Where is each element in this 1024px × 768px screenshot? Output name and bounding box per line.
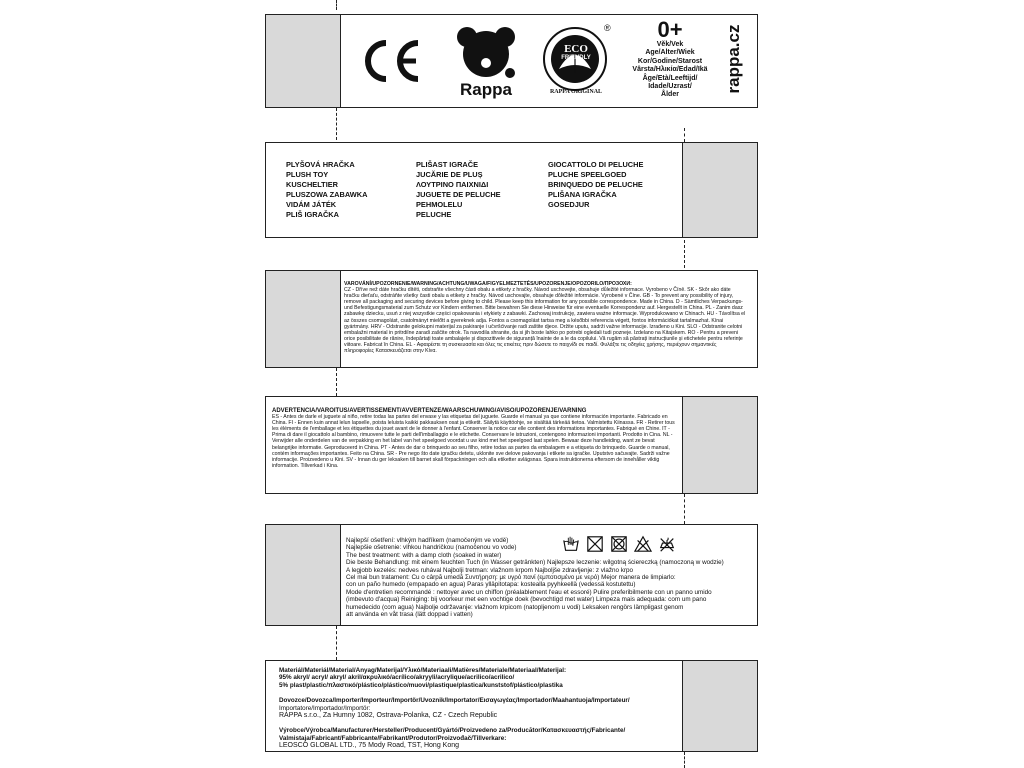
warning-text: ES - Antes de darle el juguete al niño, retire todas las partes del envase y las etiquetas del juguete. Guarde el manual ya que contiene información importante. Fabricado en China. FI - Ennen kuin annat lelun lapselle, poista leluista kaikki pakkauksen osat ja etiketit. Säilytä käyttöohje, se sisältää tärkeää tietoa. Valmistettu Kiinassa. FR - Retirer tous les éléments de l'emballage et les étiquettes du jouet avant de le donner à l'enfant. Conserver la notice car elle contient des informations importantes. Fabriqué en Chine. IT - Prima di dare il giocattolo al bambino, rimuovere tutte le parti dell'imballaggio e le etichette. Conservare le istruzioni, contengono informazioni importanti. Prodotto in Cina. NL - Verwijder alle onderdelen van de verpakking en het label van het speelgoed voordat u uw kind met het speelgoed laat spelen. Bewaar deze handleiding, want ze bevat belangrijke informatie. Geproduceerd in China. PT - Antes de dar o brinquedo ao seu filho, retire todas as partes da embalagem e a etiqueta do brinquedo. Guarde o manual, contém informações importantes. Feito na China. SR - Pre nego što date igračku detetu, uklonite sve delove pakovanja i etikete sa igračke. Uputstvo sačuvajte. Sadrži važne informacije. Proizvedeno u Kini. SV - Innan du ger leksaken till barnet skall förpackningen och alla etiketter avlägsnas. Spara instruktionerna eftersom de innehåller viktig information. Tillverkad i Kina. [272, 414, 675, 469]
cut-line [684, 752, 685, 768]
cut-line [336, 108, 337, 140]
material-panel [265, 660, 758, 752]
manufacturer-value: LEOSCO GLOBAL LTD., 75 Mody Road, TST, Hong Kong [279, 742, 460, 750]
age-line: Kor/Godine/Starost [637, 57, 703, 65]
product-name: VIDÁM JÁTÉK [286, 200, 337, 209]
product-name: PLIŠANA IGRAČKA [548, 190, 617, 199]
material-info [279, 667, 677, 750]
glue-area [266, 525, 341, 625]
care-line: Najlepšie ošetrenie: vlhkou handričkou (namočenou vo vode) [346, 544, 517, 552]
age-line: Ålder [661, 91, 679, 99]
logo-panel [265, 14, 758, 108]
bear-head-icon [455, 23, 517, 79]
age-line: Idade/Uzrast/ [648, 83, 692, 91]
eco-badge-text-top: ECO [564, 43, 588, 55]
warning-panel-1 [265, 270, 758, 368]
warning-heading: VAROVÁNÍ/UPOZORNENIE/WARNING/ACHTUNG/UWAGA/FIGYELMEZTETÉS/UPOZORENJE/OPOZORILO/ПРОЗОХИ: [344, 281, 632, 287]
product-name: JUCĂRIE DE PLUȘ [416, 170, 483, 179]
glue-area [682, 661, 757, 751]
care-line: Die beste Behandlung: mit einem feuchten Tuch (in Wasser getränkten) Najlepsze leczenie: wilgotną ściereczką (namoczoną w wodzie) [346, 559, 724, 567]
product-name: PLIŠAST IGRAČE [416, 160, 479, 169]
importer-heading: Dovozce/Dovozca/Importer/Importeur/Importör/Uvoznik/Importator/Εισαγωγέας/Importador/Maahantuoja/Importateur/ [279, 697, 630, 705]
care-line: Mode d'entretien recommandé : nettoyer avec un chiffon (préalablement l'eau et essoré) Pulire preferibilmente con un panno umido [346, 588, 712, 596]
registered-mark: ® [604, 23, 611, 33]
glue-area [682, 143, 757, 237]
product-name: BRINQUEDO DE PELUCHE [548, 180, 643, 189]
cut-line [684, 240, 685, 268]
product-name: PLUSH TOY [286, 170, 329, 179]
eco-badge-text-mid: FRIENDLY [561, 55, 591, 61]
product-name: KUSCHELTIER [286, 180, 339, 189]
rappa-wordmark: Rappa [460, 80, 512, 99]
product-name: PLUCHE SPEELGOED [548, 170, 627, 179]
care-line: con un paño humedo (empapado en agua) Paras ylläpitotapa: kostealla pyyhkeellä (vedessä kostutettu) [346, 581, 636, 589]
age-line: Vârsta/Ηλικία/Edad/Ikä [632, 66, 708, 74]
age-label: 0+ [657, 17, 683, 42]
product-name: GOSEDJUR [548, 200, 590, 209]
name-column [416, 160, 501, 220]
product-name: GIOCATTOLO DI PELUCHE [548, 160, 644, 169]
importer-value: RAPPA s.r.o., Za Humny 1082, Ostrava-Polanka, CZ - Czech Republic [279, 712, 498, 720]
product-name: JUGUETE DE PELUCHE [416, 190, 501, 199]
manufacturer-heading: Výrobce/Výrobca/Manufacturer/Hersteller/Producent/Gyártó/Proizvedeno za/Producător/Κατασκευαστής/Fabricante/ [279, 727, 626, 735]
website-vertical: rappa.cz [724, 24, 743, 94]
age-line: Âge/Età/Leeftijd/ [642, 74, 698, 82]
ce-mark-icon [358, 37, 424, 85]
product-name: PLUSZOWA ZABAWKA [286, 190, 368, 199]
cut-line [684, 494, 685, 524]
warning-panel-2 [265, 396, 758, 494]
cut-line [336, 0, 337, 10]
eco-badge-text-bottom: RAPPA ORIGINAL [549, 89, 603, 95]
product-name: PLIŠ IGRAČKA [286, 210, 339, 219]
care-line: Najlepší ošetření: vlhkým hadříkem (namočeným ve vodě) [346, 537, 509, 544]
product-name-panel [265, 142, 758, 238]
care-line: Cel mai bun tratament: Cu o cârpă umedă Συντήρηση: με υγρό πανί (εμποτισμένο με νερό) Mejor manera de limpiarlo: [346, 574, 676, 582]
care-text [346, 537, 753, 618]
cut-line [336, 626, 337, 660]
glue-area [266, 15, 341, 107]
importer-heading: Importatore/Importador/Importör: [279, 704, 371, 712]
care-line: humedecido (com agua) Najbolje održavanje: vlažnom krpicom (natopljenom u vodi) Leksaken rengörs lämpligast genom [346, 603, 684, 611]
cut-line [684, 128, 685, 142]
name-column [286, 160, 367, 220]
glue-area [682, 397, 757, 493]
material-value: 5% plast/plastic/πλαστικό/plástico/plástico/muovi/plastique/plastica/kunststof/plástico/plastika [279, 681, 563, 689]
product-name: PLYŠOVÁ HRAČKA [286, 160, 355, 169]
product-name: PEHMOLELU [416, 200, 463, 209]
glue-area [266, 271, 341, 367]
warning-heading: ADVERTENCIA/VAROITUS/AVERTISSEMENT/AVVERTENZE/WAARSCHUWING/AVISO/UPOZORENJE/VARNING [272, 408, 587, 414]
care-line: att använda en våt trasa (lätt doppad i vatten) [346, 611, 473, 619]
care-panel [265, 524, 758, 626]
age-line: Věk/Vek [656, 41, 684, 48]
product-name: PELUCHE [416, 210, 452, 219]
care-line: A legjobb kezelés: nedves ruhával Najbolji tretman: vlažnom krpom Najboljše zdravljenje: z vlažno krpo [346, 566, 634, 574]
name-column [548, 160, 643, 210]
manufacturer-heading: Valmistaja/Fabricant/Fabbricante/Fabrikant/Produtor/Proizvođač/Tillverkare: [279, 734, 507, 742]
material-heading: Materiál/Materiál/Material/Anyag/Materijal/Υλικό/Materiaali/Matières/Materiale/Materiaal/Materijal: [279, 667, 567, 674]
material-value: 95% akryl/ acryl/ akryl/ akril/ακρυλικό/acrílico/akryyli/acrylique/acrilico/acrilico/ [279, 674, 515, 682]
age-block [628, 19, 712, 100]
age-line: Age/Alter/Wiek [645, 49, 695, 57]
warning-text: CZ - Dříve než dáte hračku dítěti, odstraňte všechny části obalu a etikety z hračky. Návod uschovejte, obsahuje důležité informace. Vyrobeno v Číně. SK - Skôr ako dáte hračku dieťaťu, odstráňte všetky časti obalu a etikety z hračky. Návod uschovajte, obsahuje dôležité informácie. Vyrobené v Číne. GB - To prevent any possibility of injury, remove all packaging and securing devices before giving to child. Please keep this information for any possible correspondence. Made in China. D - Sämtliches Verpackungs-und Befestigungsmaterial zum Schutz vor Kindern entfernen. Bitte bewahren Sie diese Hinweise für eine eventuelle Korrespondenz auf. Hergestellt in China. PL - Zanim dasz zabawkę dziecku, usuń z niej wszystkie części opakowania i etykiety z zabawki. Zachowaj instrukcję, zawiera ważne informacje. Wyprodukowano w Chinach. HU - Távolítsa el az összes csomagolást, csatolmányt mielőtt a gyereknek adja. Fontos a csomagolást tartsa meg a későbbi referencia végett, fontos információkat tartalmazhat. Kínai gyártmány. HRV - Odstranite gelokupni materijal za pakiranje i učvršćivanje radi zaštite djece. Držite uputu, sadrži važne informacije. Izrađeno u Kini. SLO - Odstranite celotni embalažni material in pritrdilne zaradi zaščite otrok. Ta navodila shranite, da si jih boste lahko po potrebi ogledali tudi pozneje. Izdelano na Kitajskem. RO - Pentru a preveni orice posibilitate de rănire, îndepărtați toate ambalajele și dispozitivele de siguranță înainte de a le da copilului. Vă rugăm să păstrați instrucțiunile și etichetele pentru referințe viitoare. Fabricat în China. EL - Αφαιρέστε τη συσκευασία και όλες τις ετικέτες πριν δώσετε το παιχνίδι σε παιδί. Φυλάξτε τις οδηγίες χρήσης, περιέχουν σημαντικές πληροφορίες Κατασκευάζεται στην Κίνα. [344, 287, 746, 355]
care-line: (imbevuto d'acqua) Reiniging: bij voorkeur met een vochtige doek (bevochtigd met water) Limpeza mais adequada: com um pano [346, 596, 707, 604]
rappa-logo [451, 23, 521, 100]
care-line: The best treatment: with a damp cloth (soaked in water) [346, 551, 502, 559]
product-name: ΛΟΥΤΡΙΝΟ ΠΑΙΧΝΙΔΙ [416, 180, 489, 189]
